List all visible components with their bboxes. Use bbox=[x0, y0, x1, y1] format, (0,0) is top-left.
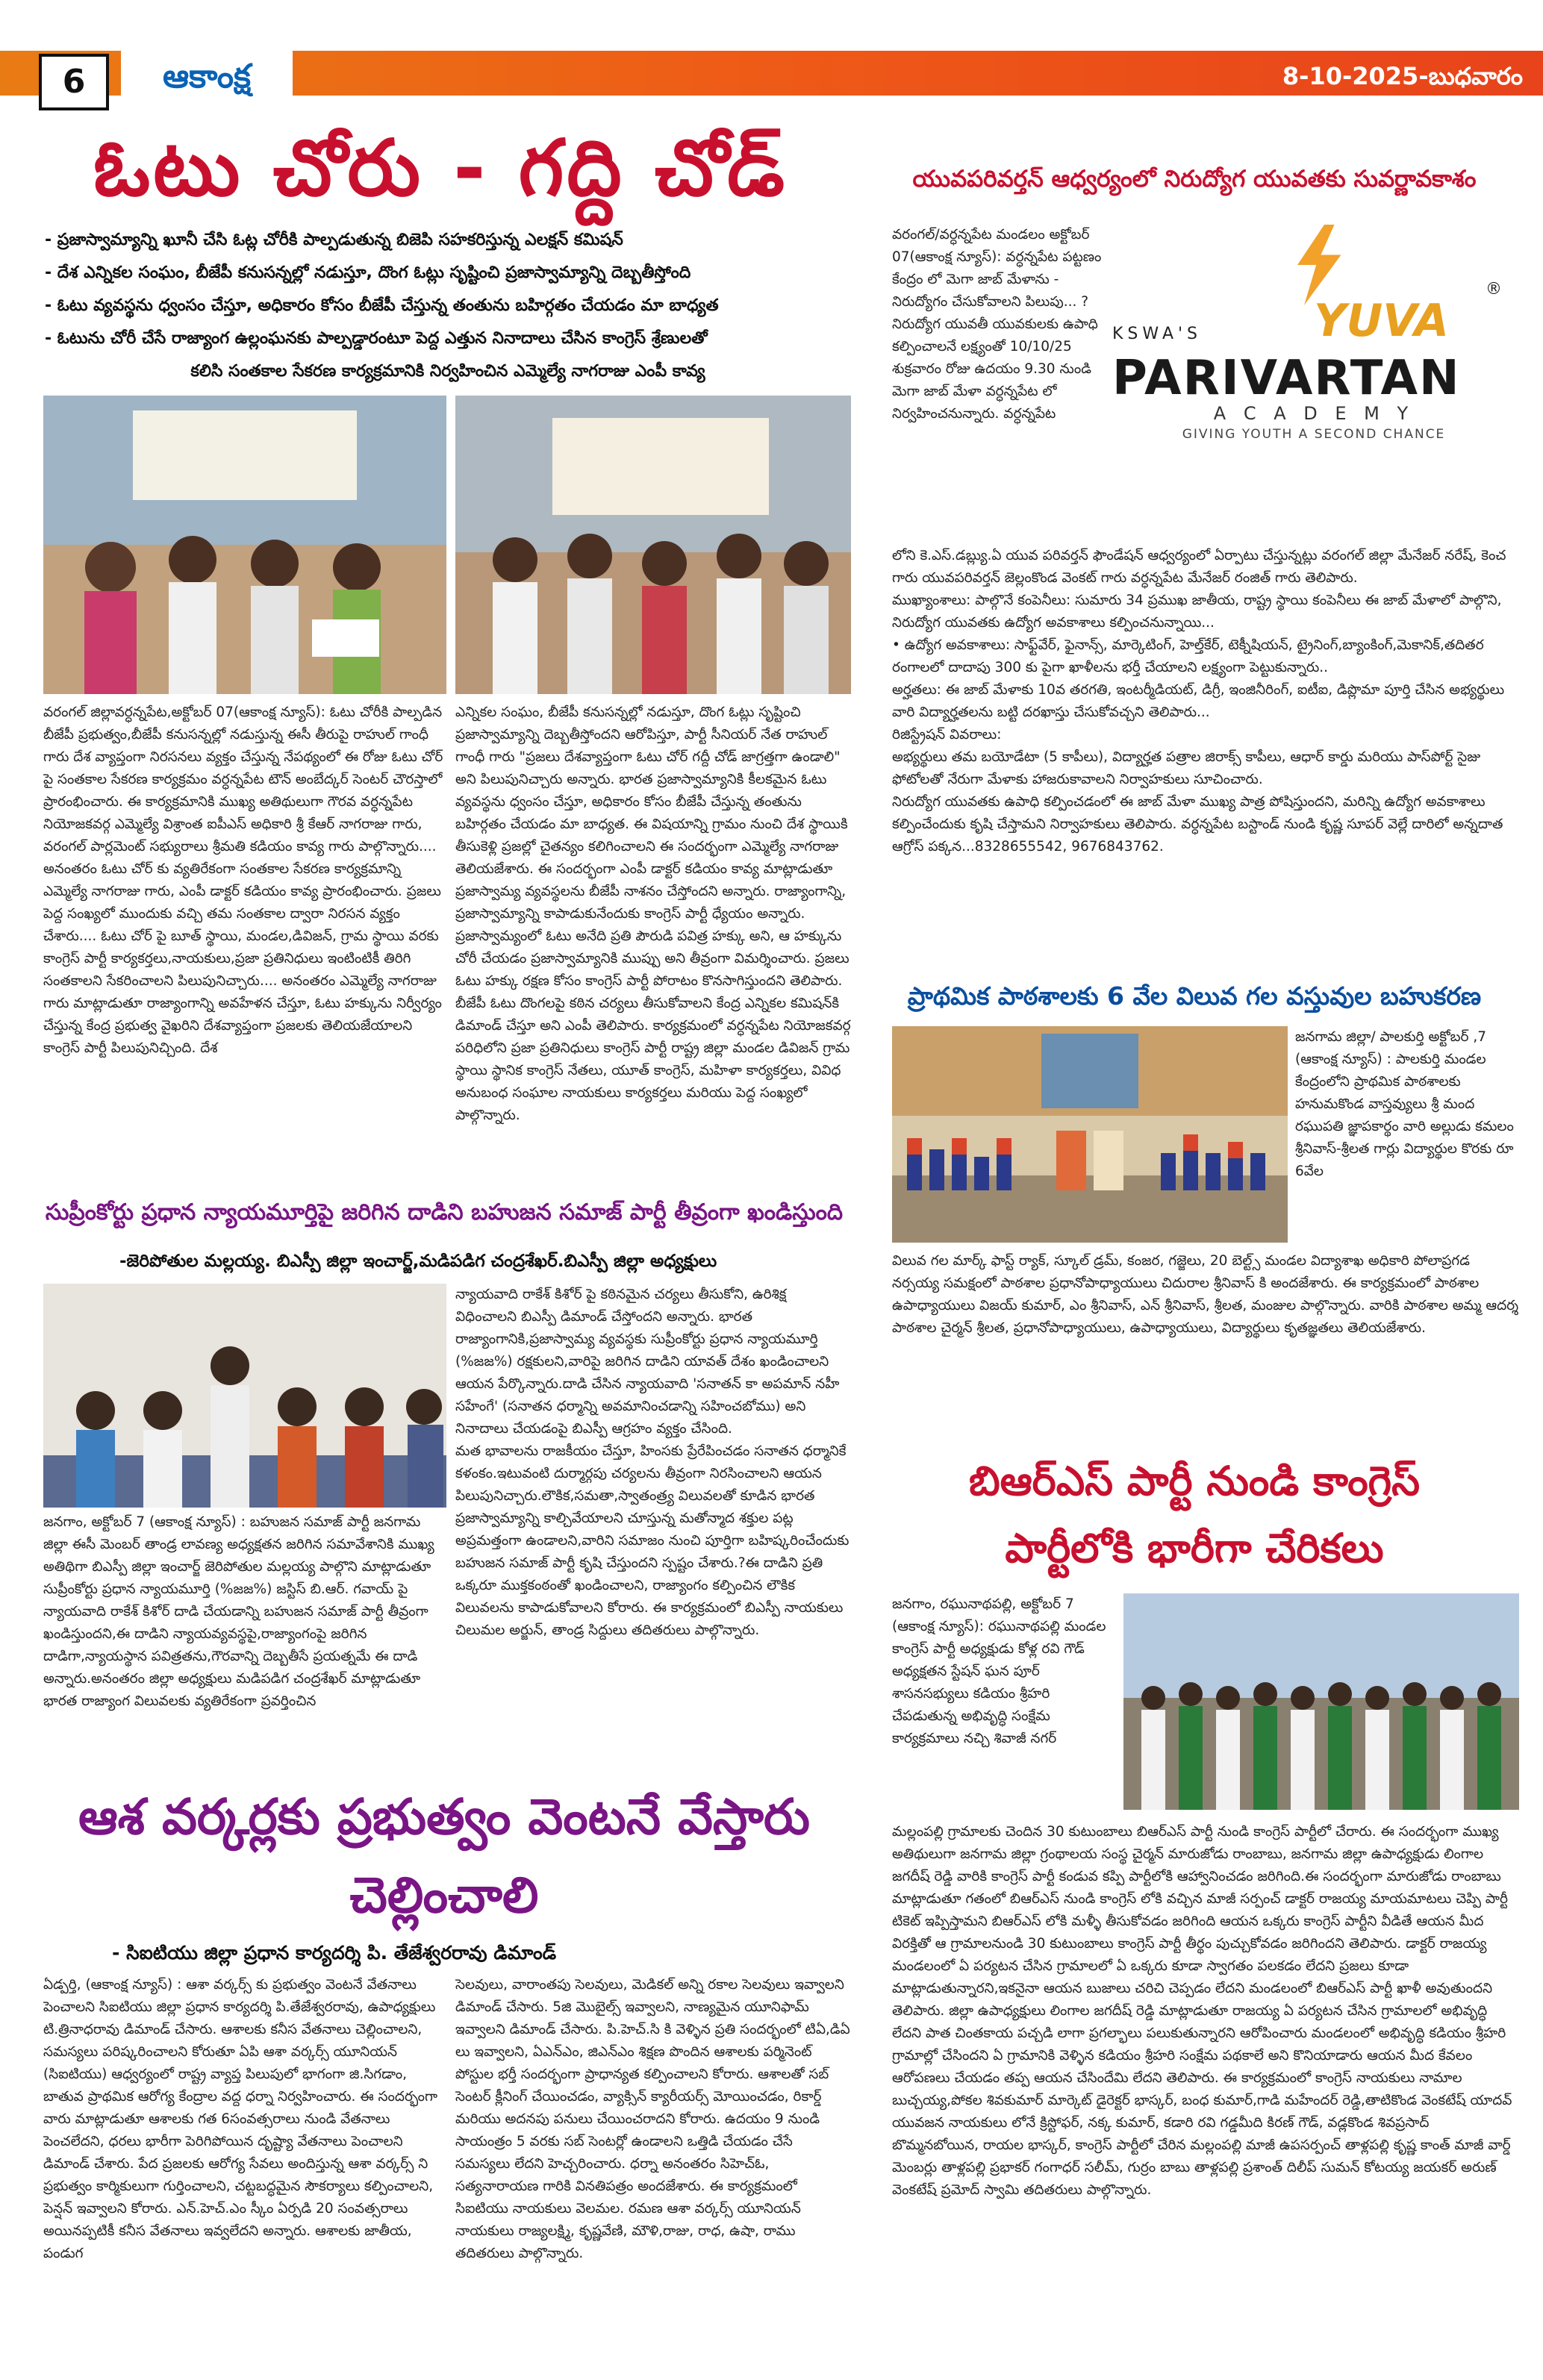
registered-mark: ® bbox=[1486, 280, 1502, 299]
brs-photo bbox=[1123, 1593, 1519, 1810]
vote-bullet: - దేశ ఎన్నికల సంఘం, బీజేపీ కనుసన్నల్లో నడుస్తూ, దొంగ ఓట్లు సృష్టించి ప్రజాస్వామ్యాన్ని దెబ్బతీస్తోంది bbox=[45, 263, 691, 282]
vote-headline: ఓటు చోరు - గద్ది చోడ్ bbox=[93, 122, 788, 213]
vote-bullet: - ఓటు వ్యవస్థను ధ్వంసం చేస్తూ, అధికారం కోసం బీజేపీ చేస్తున్న తంతును బహిర్గతం చేయడం మా బాధ్యత bbox=[45, 296, 719, 315]
issue-date: 8-10-2025-బుధవారం bbox=[1282, 62, 1523, 90]
brs-body: మల్లంపల్లి గ్రామాలకు చెందిన 30 కుటుంబాలు బిఆర్ఎస్ పార్టీ నుండి కాంగ్రెస్ పార్టీలో చేరారు. ఈ సందర్భంగా ముఖ్య అతిథులుగా జనగామ జిల్లా గ్రంథాలయ సంస్థ చైర్మన్ మారుజోడు రాంబాబు, జనగామ జిల్లా ఉపాధ్యక్షుడు లింగాల జగదీష్ రెడ్డి వారికి కాంగ్రెస్ పార్టీ కండువ కప్పి పార్టీలోకి ఆహ్వానించడం జరిగింది.ఈ సందర్భంగా మారుజోడు రాంబాబు మాట్లాడుతూ గతంలో బిఆర్ఎస్ నుండి కాంగ్రెస్ లోకి వచ్చిన మాజీ సర్పంచ్ డాక్టర్ రాజయ్య మాయమాటలు చెప్పి పార్టీ టికెట్ ఇప్పిస్తామని బిఆర్ఎస్ లోకి మళ్ళీ తీసుకోవడం జరిగింది ఆయన ఒక్కరు కాంగ్రెస్ పార్టీని వీడితే ఆయన మీద విరక్తితో ఆ గ్రామాలనుండి 30 కుటుంబాలు కాంగ్రెస్ పార్టీ తీర్థం పుచ్చుకోవడం జరిగిందని తెలిపారు. డాక్టర్ రాజయ్య మండలంలో ఏ పర్యటన చేసిన గ్రామాలలో ఏ ఒక్కరు కూడా స్వాగతం పలకడం లేదని ప్రజలు కూడా మాట్లాడుతున్నారని,ఇకనైనా ఆయన బుజాలు చరిచి చెప్పడం లేదని మండలంలో బిఆర్ఎస్ పార్టీ ఖాళీ అవుతుందని తెలిపారు. జిల్లా ఉపాధ్యక్షులు లింగాల జగదీష్ రెడ్డి మాట్లాడుతూ రాజయ్య ఏ పర్యటన చేసిన గ్రామాలలో అభివృద్ధి లేదని పాత చింతకాయ పచ్చడి లాగా ప్రగల్భాలు పలుకుతున్నారని ఆరోపించారు మండలంలో అభివృద్ధి కడియం శ్రీహరి గ్రామాల్లో చేసిందని ఏ గ్రామానికి వెళ్ళిన కడియం శ్రీహరి సంక్షేమ పథకాలే అని కొనియాడారు ఆయన మీద కేవలం ఆరోపణలు చేయడం తప్ప ఆయన చేసిందేమి లేదని తెలిపారు. ఈ కార్యక్రమంలో కాంగ్రెస్ నాయకులు నామాల బుచ్చయ్య,పోకల శివకుమార్ మార్కెట్ డైరెక్టర్ భాస్కర్, బంధ కుమార్,గాడి మహేందర్ రెడ్డి,తాటికొండ వెంకటేష్ యాదవ్ యువజన నాయకులు లోనే క్రిస్టోఫర్, నక్క కుమార్, కడారి రవి గడ్డమీది కిరణ్ గౌడ్, వడ్లకొండ శివప్రసాద్ బొమ్మనబోయిన, రాయల భాస్కర్, కాంగ్రెస్ పార్టీలో చేరిన మల్లంపల్లి మాజీ ఉపసర్పంచ్ తాళ్లపల్లి కృష్ణ కాంత్ మాజీ వార్డ్ మెంబర్లు తాళ్లపల్లి ప్రభాకర్ గంగాధర్ సలీమ్, గుర్రం బాబు తాళ్లపల్లి ప్రశాంత్ దిలీప్ సుమన్ కోటయ్య జయకర్ అరుణ్ వెంకటేష్ ప్రమోద్ స్వామి తదితరులు పాల్గొన్నారు. bbox=[892, 1824, 1512, 2198]
asha-headline-2: చెల్లించాలి bbox=[349, 1867, 539, 1924]
school-headline: ప్రాథమిక పాఠశాలకు 6 వేల విలువ గల వస్తువుల బహుకరణ bbox=[907, 981, 1482, 1011]
asha-col2: సెలవులు, వారాంతపు సెలవులు, మెడికల్ అన్ని రకాల సెలవులు ఇవ్వాలని డిమాండ్ చేసారు. 5జి మొబైల్స్ ఇవ్వాలని, నాణ్యమైన యూనిఫామ్ ఇవ్వాలని డిమాండ్ చేసారు. పి.హెచ్.సి కి వెళ్ళిన ప్రతి సందర్భంలో టిఏ,డిఏ లు ఇవ్వాలని, ఏఎన్ఎం, జిఎన్ఎం శిక్షణ పొందిన ఆశాలకు పర్మినెంట్ పోస్టుల భర్తీ సందర్భంగా ప్రాధాన్యత కల్పించాలని కోరారు. ఆశాలతో సబ్ సెంటర్ క్లీనింగ్ చేయించడం, వ్యాక్సిన్ క్యారీయర్స్ మోయించడం, రికార్డ్ మరియు అదనపు పనులు చేయించరాదని కోరారు. ఉదయం 9 నుండి సాయంత్రం 5 వరకు సబ్ సెంటర్లో ఉండాలని ఒత్తిడి చేయడం చేసే సమస్యలు లేదని హెచ్చరించారు. ధర్నా అనంతరం సిహెచ్ఓ, సత్యనారాయణ గారికి వినతిపత్రం అందజేశారు. ఈ కార్యక్రమంలో సిఐటియు నాయకులు వెలమల. రమణ ఆశా వర్కర్స్ యూనియన్ నాయకులు రాజ్యలక్ష్మి, కృష్ణవేణి, మౌళి,రాజు, రాధ, ఉషా, రాము తదితరులు పాల్గొన్నారు. bbox=[455, 1977, 850, 2261]
vote-bullet: కలిసి సంతకాల సేకరణ కార్యక్రమానికి నిర్వహించిన ఎమ్మెల్యే నాగరాజు ఎంపీ కావ్య bbox=[190, 362, 705, 381]
vote-bullet: - ప్రజాస్వామ్యాన్ని ఖూనీ చేసి ఓట్ల చోరీకి పాల్పడుతున్న బిజెపి సహకరిస్తున్న ఎలక్షన్ కమిషన్ bbox=[45, 231, 623, 249]
yuva-body: లోని కె.ఎస్.డబ్ల్యు.ఏ యువ పరివర్తన్ ఫౌండేషన్ ఆధ్వర్యంలో ఏర్పాటు చేస్తున్నట్లు వరంగల్ జిల్లా మేనేజర్ నరేష్, కెంచ గారు యువపరివర్తన్ జెల్లంకొండ వెంకట్ గారు వర్ధన్నపేట మేనేజర్ రంజిత్ గారు తెలిపారు. ముఖ్యాంశాలు: పాల్గొనే కంపెనీలు: సుమారు 34 ప్రముఖ జాతీయ, రాష్ట్ర స్థాయి కంపెనీలు ఈ జాబ్ మేళాలో పాల్గొని, నిరుద్యోగ యువతకు ఉద్యోగ అవకాశాలు కల్పించనున్నాయి... • ఉద్యోగ అవకాశాలు: సాఫ్ట్‌వేర్, ఫైనాన్స్, మార్కెటింగ్, హెల్త్‌కేర్, టెక్నీషియన్, ట్రైనింగ్,బ్యాంకింగ్,మెకానిక్,తదితర రంగాలలో దాదాపు 300 కు పైగా ఖాళీలను భర్తీ చేయాలని లక్ష్యంగా పెట్టుకున్నారు.. అర్హతలు: ఈ జాబ్ మేళాకు 10వ తరగతి, ఇంటర్మీడియట్, డిగ్రీ, ఇంజినీరింగ్, ఐటీఐ, డిప్లొమా పూర్తి చేసిన అభ్యర్థులు వారి విద్యార్హతలను బట్టి దరఖాస్తు చేసుకోవచ్చని తెలిపారు... రిజిస్ట్రేషన్ వివరాలు: అభ్యర్థులు తమ బయోడేటా (5 కాపీలు), విద్యార్హత పత్రాల జిరాక్స్ కాపీలు, ఆధార్ కార్డు మరియు పాస్‌పోర్ట్ సైజు ఫోటోలతో నేరుగా మేళాకు హాజరుకావాలని నిర్వాహకులు సూచించారు. నిరుద్యోగ యువతకు ఉపాధి కల్పించడంలో ఈ జాబ్ మేళా ముఖ్య పాత్ర పోషిస్తుందని, మరిన్ని ఉద్యోగ అవకాశాలు కల్పించేందుకు కృషి చేస్తామని నిర్వాహకులు తెలిపారు. వర్ధన్నపేట బస్టాండ్ నుండి కృష్ణ సూపర్ వెల్లే దారిలో అన్నదాత ఆగ్రోస్ పక్కన...8328655542, 9676843762. bbox=[892, 548, 1506, 855]
bsp-col1: జనగాం, అక్టోబర్ 7 (ఆకాంక్ష న్యూస్) : బహుజన సమాజ్ పార్టీ జనగామ జిల్లా ఈసీ మెంబర్ తాండ్ర లావణ్య అధ్యక్షతన జరిగిన సమావేశానికి ముఖ్య అతిథిగా బిఎస్పీ జిల్లా ఇంచార్జ్ జెరిపోతుల మల్లయ్య పాల్గొని మాట్లాడుతూ సుప్రీంకోర్టు ప్రధాన న్యాయమూర్తి (%జజ%) జస్టిస్ బి.ఆర్. గవాయ్ పై న్యాయవాది రాకేశ్ కిశోర్ దాడి చేయడాన్ని బహుజన సమాజ్ పార్టీ తీవ్రంగా ఖండిస్తుందని,ఈ దాడిని న్యాయవ్యవస్థపై,రాజ్యాంగంపై జరిగిన దాడిగా,న్యాయస్థాన పవిత్రతను,గౌరవాన్ని దెబ్బతీసే ప్రయత్నమే ఈ దాడి అన్నారు.అనంతరం జిల్లా అధ్యక్షులు మడిపడిగ చంద్రశేఖర్ మాట్లాడుతూ భారత రాజ్యాంగ విలువలకు వ్యతిరేకంగా ప్రవర్తించిన bbox=[43, 1514, 434, 1709]
brs-headline-2: పార్టీలోకి భారీగా చేరికలు bbox=[1005, 1525, 1384, 1572]
yuva-headline: యువపరివర్తన్ ఆధ్వర్యంలో నిరుద్యోగ యువతకు సువర్ణావకాశం bbox=[912, 166, 1477, 193]
vote-col1: వరంగల్ జిల్లావర్ధన్నపేట,అక్టోబర్ 07(ఆకాంక్ష న్యూస్): ఓటు చోరీకి పాల్పడిన బీజేపీ ప్రభుత్వం,బీజేపీ కనుసన్నల్లో నడుస్తున్న ఈసీ తీరుపై రాహుల్ గాంధీ గారు దేశ వ్యాప్తంగా నిరసనలు వ్యక్తం చేస్తున్న నేపథ్యంలో ఈ రోజు ఓటు చోర్ పై సంతకాల సేకరణ కార్యక్రమం వర్ధన్నపేట టౌన్ అంబేద్కర్ సెంటర్ చౌరస్తాలో ప్రారంభించారు. ఈ కార్యక్రమానికి ముఖ్య అతిథులుగా గౌరవ వర్ధన్నపేట నియోజకవర్గ ఎమ్మెల్యే విశ్రాంత ఐపీఎస్ అధికారి శ్రీ కేఆర్ నాగరాజు గారు, వరంగల్ పార్లమెంట్ సభ్యురాలు శ్రీమతి కడియం కావ్య గారు పాల్గొన్నారు.... అనంతరం ఓటు చోర్ కు వ్యతిరేకంగా సంతకాల సేకరణ కార్యక్రమాన్ని ఎమ్మెల్యే నాగరాజు గారు, ఎంపీ డాక్టర్ కడియం కావ్య ప్రారంభించారు. ప్రజలు పెద్ద సంఖ్యలో ముందుకు వచ్చి తమ సంతకాల ద్వారా నిరసన వ్యక్తం చేశారు.... ఓటు చోర్ పై బూత్ స్థాయి, మండల,డివిజన్, గ్రామ స్థాయి వరకు కాంగ్రెస్ పార్టీ కార్యకర్తలు,నాయకులు,ప్రజా ప్రతినిధులు ఇంటింటికీ తిరిగి సంతకాలని సేకరించాలని పిలుపునిచ్చారు.... అనంతరం ఎమ్మెల్యే నాగరాజు గారు మాట్లాడుతూ రాజ్యాంగాన్ని అవహేళన చేస్తూ, ఓటు హక్కును నిర్వీర్యం చేస్తున్న కేంద్ర ప్రభుత్వ వైఖరిని దేశవ్యాప్తంగా ప్రజలకు తెలియజేయాలని కాంగ్రెస్ పార్టీ పిలుపునిచ్చింది. దేశ bbox=[43, 705, 443, 1056]
vote-col2: ఎన్నికల సంఘం, బీజేపీ కనుసన్నల్లో నడుస్తూ, దొంగ ఓట్లు సృష్టించి ప్రజాస్వామ్యాన్ని దెబ్బతీస్తోందని ఆరోపిస్తూ, పార్టీ సీనియర్ నేత రాహుల్ గాంధీ గారు "ప్రజలు దేశవ్యాప్తంగా ఓటు చోర్ గద్దీ చోడ్ జాగ్రత్తగా ఉండాలి" అని పిలుపునిచ్చారు అన్నారు. భారత ప్రజాస్వామ్యానికి కీలకమైన ఓటు వ్యవస్థను ధ్వంసం చేస్తూ, అధికారం కోసం బీజేపీ చేస్తున్న తంతును బహిర్గతం చేయడం మా బాధ్యత. ఈ విషయాన్ని గ్రామం నుంచి దేశ స్థాయికి తీసుకెళ్లి ప్రజల్లో చైతన్యం కలిగించాలని ఈ సందర్భంగా ఎమ్మెల్యే నాగరాజు తెలియజేశారు. ఈ సందర్భంగా ఎంపీ డాక్టర్ కడియం కావ్య మాట్లాడుతూ ప్రజాస్వామ్య వ్యవస్థలను బీజేపీ నాశనం చేస్తోందని అన్నారు. రాజ్యాంగాన్ని, ప్రజాస్వామ్యాన్ని కాపాడుకునేందుకు కాంగ్రెస్ పార్టీ ధ్యేయం అన్నారు. ప్రజాస్వామ్యంలో ఓటు అనేది ప్రతి పౌరుడి పవిత్ర హక్కు అని, ఆ హక్కును చోరీ చేయడం ప్రజాస్వామ్యానికి ముప్పు అని తీవ్రంగా విమర్శించారు. ప్రజలు ఓటు హక్కు రక్షణ కోసం కాంగ్రెస్ పార్టీ పోరాటం కొనసాగిస్తుందని తెలిపారు. బీజేపీ ఓటు దొంగలపై కఠిన చర్యలు తీసుకోవాలని కేంద్ర ఎన్నికల కమిషన్‌కి డిమాండ్ చేస్తూ అని ఎంపీ తెలిపారు. కార్యక్రమంలో వర్ధన్నపేట నియోజకవర్గ పరిధిలోని ప్రజా ప్రతినిధులు కాంగ్రెస్ పార్టీ రాష్ట్ర జిల్లా మండల డివిజన్ గ్రామ స్థాయి స్థానిక కాంగ్రెస్ నేతలు, యూత్ కాంగ్రెస్, మహిళా కార్యకర్తలు, వివిధ అనుబంధ సంఘాల నాయకులు కార్యకర్తలు మరియు పెద్ద సంఖ్యలో పాల్గొన్నారు. bbox=[455, 705, 851, 1123]
asha-headline: ఆశ వర్కర్లకు ప్రభుత్వం వెంటనే వేస్తారు bbox=[78, 1788, 810, 1846]
lightning-icon bbox=[1284, 224, 1351, 306]
bsp-col2: న్యాయవాది రాకేశ్ కిశోర్ పై కఠినమైన చర్యలు తీసుకోని, ఉరిశిక్ష విధించాలని బిఎస్పీ డిమాండ్ చేస్తోందని అన్నారు. భారత రాజ్యాంగానికి,ప్రజాస్వామ్య వ్యవస్థకు సుప్రీంకోర్టు ప్రధాన న్యాయమూర్తి (%జజ%) రక్షకులని,వారిపై జరిగిన దాడిని యావత్ దేశం ఖండించాలని ఆయన పేర్కొన్నారు.దాడి చేసిన న్యాయవాది 'సనాతన్ కా అపమాన్ నహీ సహేంగే' (సనాతన ధర్మాన్ని అవమానించడాన్ని సహించబోము) అని నినాదాలు చేయడంపై బిఎస్పీ ఆగ్రహం వ్యక్తం చేసింది. మత భావాలను రాజకీయం చేస్తూ, హింసకు ప్రేరేపించడం సనాతన ధర్మానికే కళంకం.ఇటువంటి దుర్మార్గపు చర్యలను తీవ్రంగా నిరసించాలని ఆయన పిలుపునిచ్చారు.లౌకిక,సమతా,స్వాతంత్ర్య విలువలతో కూడిన భారత ప్రజాస్వామ్యాన్ని కాల్చివేయాలని చూస్తున్న మతోన్మాద శక్తుల పట్ల అప్రమత్తంగా ఉండాలని,వారిని సమాజం నుంచి పూర్తిగా బహిష్కరించేందుకు బహుజన సమాజ్ పార్టీ కృషి చేస్తుందని స్పష్టం చేశారు.?ఈ దాడిని ప్రతి ఒక్కరూ ముక్తకంఠంతో ఖండించాలని, రాజ్యాంగం కల్పించిన లౌకిక విలువలను కాపాడుకోవాలని కోరారు. ఈ కార్యక్రమంలో బిఎస్పీ నాయకులు చిలుమల అర్జున్, తాండ్ర సిద్దులు తదితరులు పాల్గొన్నారు. bbox=[455, 1287, 850, 1638]
yuva-intro: వరంగల్/వర్ధన్నపేట మండలం అక్టోబర్ 07(ఆకాంక్ష న్యూస్): వర్ధన్నపేట పట్టణం కేంద్రం లో మెగా జాబ్ మేళాను - నిరుద్యోగం చేసుకోవాలని పిలుపు... ?నిరుద్యోగ యువతీ యువకులకు ఉపాధి కల్పించాలనే లక్ష్యంతో 10/10/25 శుక్రవారం రోజు ఉదయం 9.30 నుండి మెగా జాబ్ మేళా వర్ధన్నపేట లో నిర్వహించనున్నారు. వర్ధన్నపేట bbox=[892, 227, 1102, 422]
asha-col1: ఏడ్పర్తి, (ఆకాంక్ష న్యూస్) : ఆశా వర్కర్స్ కు ప్రభుత్వం వెంటనే వేతనాలు పెంచాలని సిఐటియు జిల్లా ప్రధాన కార్యదర్శి పి.తేజేశ్వరరావు, ఉపాధ్యక్షులు టి.త్రినాధరావు డిమాండ్ చేసారు. ఆశాలకు కనీస వేతనాలు చెల్లించాలని, సమస్యలు పరిష్కరించాలని కోరుతూ ఏపి ఆశా వర్కర్స్ యూనియన్ (సిఐటియు) ఆధ్వర్యంలో రాష్ట్ర వ్యాప్త పిలుపులో భాగంగా జి.సిగడాం, బాతువ ప్రాథమిక ఆరోగ్య కేంద్రాల వద్ద ధర్నా నిర్వహించారు. ఈ సందర్భంగా వారు మాట్లాడుతూ ఆశాలకు గత 6సంవత్సరాలు నుండి వేతనాలు పెంచలేదని, ధరలు భారీగా పెరిగిపోయిన దృష్ట్యా వేతనాలు పెంచాలని డిమాండ్ చేశారు. పేద ప్రజలకు ఆరోగ్య సేవలు అందిస్తున్న ఆశా వర్కర్స్ ని ప్రభుత్వం కార్మికులుగా గుర్తించాలని, చట్టబద్ధమైన సౌకర్యాలు కల్పించాలని, పెన్షన్ ఇవ్వాలని కోరారు. ఎన్.హెచ్.ఎం స్కీం ఏర్పడి 20 సంవత్సరాలు అయినప్పటికీ కనీస వేతనాలు ఇవ్వలేదని అన్నారు. ఆశాలకు జాతీయ, పండుగ bbox=[43, 1977, 438, 2261]
vote-bullet: - ఓటును చోరీ చేసే రాజ్యాంగ ఉల్లంఘనకు పాల్పడ్డారంటూ పెద్ద ఎత్తున నినాదాలు చేసిన కాంగ్రెస్ శ్రేణులతో bbox=[45, 329, 708, 348]
brs-headline-1: బిఆర్ఎస్ పార్టీ నుండి కాంగ్రెస్ bbox=[968, 1458, 1421, 1505]
brs-intro: జనగాం, రఘునాథపల్లి, అక్టోబర్ 7 (ఆకాంక్ష న్యూస్): రఘునాథపల్లి మండల కాంగ్రెస్ పార్టీ అధ్యక్షుడు కోళ్ల రవి గౌడ్ అధ్యక్షతన స్టేషన్ ఘన పూర్ శాసనసభ్యులు కడియం శ్రీహరి చేపడుతున్న అభివృద్ధి సంక్షేమ కార్యక్రమాలు నచ్చి శివాజీ నగర్ bbox=[892, 1596, 1106, 1746]
vote-photo-right bbox=[455, 396, 851, 694]
bsp-subtitle: -జెరిపోతుల మల్లయ్య. బిఎస్పీ జిల్లా ఇంచార్జ్,మడిపడిగ చంద్రశేఖర్.బిఎస్పీ జిల్లా అధ్యక్షులు bbox=[119, 1252, 717, 1271]
yuva-logo bbox=[1112, 224, 1515, 448]
yuva-logo-tagline: GIVING YOUTH A SECOND CHANCE bbox=[1182, 427, 1446, 442]
asha-subtitle: - సిఐటియు జిల్లా ప్రధాన కార్యదర్శి పి. తేజేశ్వరరావు డిమాండ్ bbox=[112, 1942, 557, 1964]
masthead-logo: ఆకాంక్ష bbox=[121, 48, 293, 106]
yuva-logo-main: PARIVARTAN bbox=[1112, 351, 1461, 406]
yuva-logo-sub: A C A D E M Y bbox=[1213, 403, 1415, 424]
bsp-headline: సుప్రీంకోర్టు ప్రధాన న్యాయమూర్తిపై జరిగిన దాడిని బహుజన సమాజ్ పార్టీ తీవ్రంగా ఖండిస్తుంది bbox=[45, 1199, 844, 1225]
vote-photo-left bbox=[43, 396, 446, 694]
school-body: విలువ గల మార్క్ ఫాస్ట్ ర్యాక్, స్కూల్ డ్రమ్, కంజర, గజ్జెలు, 20 బెల్ట్స్ మండల విద్యాశాఖ అధికారి పోలాప్రగడ నర్సయ్య సమక్షంలో పాఠశాల ప్రధానోపాధ్యాయులు చిదురాల శ్రీనివాస్ కి అందజేశారు. ఈ కార్యక్రమంలో పాఠశాల ఉపాధ్యాయులు విజయ్ కుమార్, ఎం శ్రీనివాస్, ఎన్ శ్రీనివాస్, శ్రీలత, మంజుల పాల్గొన్నారు. వారికి పాఠశాల అమ్మ ఆదర్శ పాఠశాల చైర్మన్ శ్రీలత, ప్రధానోపాధ్యాయులు, ఉపాధ్యాయులు, విద్యార్థులు కృతజ్ఞతలు తెలియజేశారు. bbox=[892, 1253, 1519, 1336]
yuva-logo-yuva: YUVA bbox=[1314, 295, 1449, 347]
school-intro: జనగామ జిల్లా/ పాలకుర్తి అక్టోబర్ ,7 (ఆకాంక్ష న్యూస్) : పాలకుర్తి మండల కేంద్రంలోని ప్రాథమిక పాఠశాలకు హనుమకొండ వాస్తవ్యులు శ్రీ మంద రఘుపతి జ్ఞాపకార్థం వారి అల్లుడు కమలం శ్రీనివాస్-శ్రీలత గార్లు విద్యార్థుల కొరకు రూ 6వేల bbox=[1295, 1029, 1514, 1179]
vote-bullets bbox=[45, 224, 851, 396]
school-photo bbox=[892, 1026, 1288, 1243]
page-number: 6 bbox=[39, 54, 109, 110]
bsp-photo bbox=[43, 1284, 446, 1508]
yuva-logo-small: KSWA'S bbox=[1112, 325, 1203, 343]
